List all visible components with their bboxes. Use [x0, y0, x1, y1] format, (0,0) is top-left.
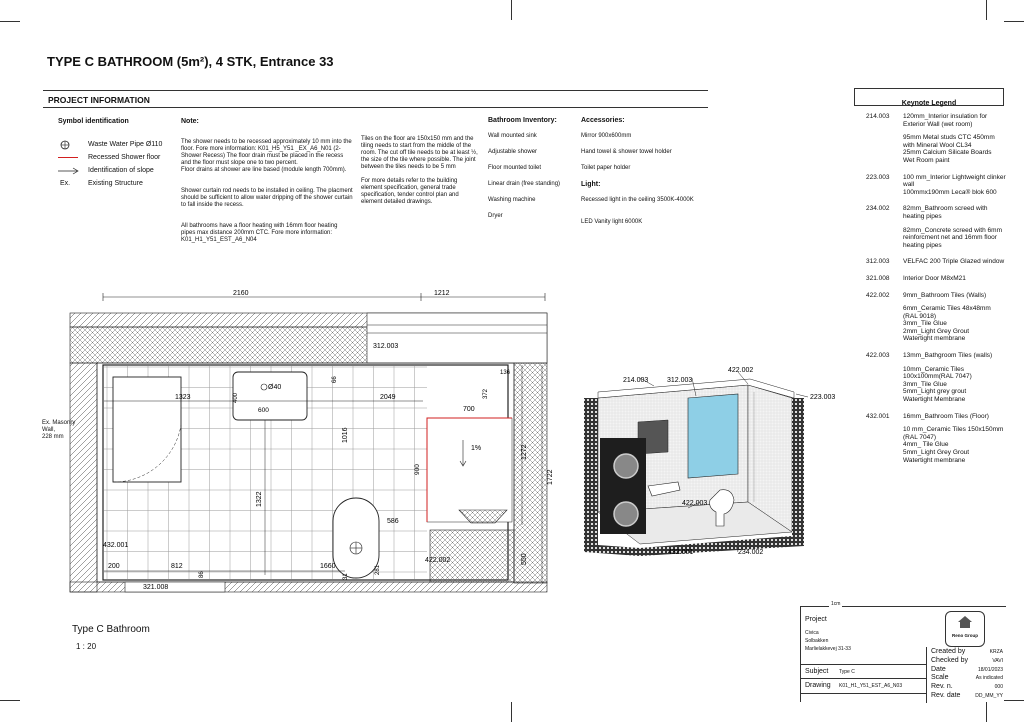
scale-mark: 1cm [831, 601, 841, 607]
inventory-item: Dryer [488, 213, 503, 219]
keynote-desc [903, 113, 1007, 165]
keynote-line: 10mm_Ceramic Tiles 100x100mm(RAL 7047) [903, 365, 972, 381]
ex-wall-line: Wall, [42, 427, 56, 433]
dryer-door-icon [614, 454, 638, 478]
accessories-heading: Accessories: [581, 117, 625, 124]
dim-text: 200 [108, 563, 120, 570]
symbol-label: Existing Structure [88, 180, 143, 187]
field-label: Checked by [931, 656, 968, 664]
keynote-line: 100 mm_Interior Lightweight clinker wall [903, 173, 1006, 189]
dim-text: Ø40 [268, 384, 282, 391]
tiles-paragraph: For more details refer to the building element specification, general trade specification, tender control plan and element detailed drawings. [361, 178, 459, 205]
note-paragraph: All bathrooms have a floor heating with 16mm floor heating pipes max distance 200mm CTC. Fore more information: K01_H1_Y51_EST_A6_N04 [181, 223, 338, 243]
keynote-item [866, 292, 1016, 344]
keynote-line: Interior Door M8xM21 [903, 274, 966, 282]
accessory-item: Toilet paper holder [581, 165, 631, 171]
keynote-line: Wet Room paint [903, 156, 950, 164]
arrow-right-icon [58, 167, 80, 175]
keynote-line: 25mm Calcium Silicate Boards [903, 149, 992, 157]
iso-tag: 422.002 [728, 367, 754, 374]
sheet-title: TYPE C BATHROOM (5m²), 4 STK, Entrance 33 [47, 54, 334, 69]
keynote-line: 82mm_Bathroom screed with heating pipes [903, 205, 988, 220]
field-value: As indicated [975, 675, 1003, 682]
inventory-item: Adjustable shower [488, 149, 538, 155]
dim-text: 372 [483, 388, 489, 399]
project-label: Project [805, 616, 827, 623]
field-value: 18/01/2023 [977, 666, 1003, 673]
divider [801, 664, 926, 665]
title-block [800, 601, 1006, 702]
left-wall [70, 363, 97, 592]
sink [233, 372, 307, 420]
note-paragraph: Shower curtain rod needs to be installed in ceiling. The placment should be sufficient to allow water dripping off the shower curtain to fall inside the recess. [181, 188, 353, 208]
keynote-desc [903, 258, 1007, 266]
top-dimension [103, 293, 545, 301]
crop-mark [511, 0, 512, 20]
dim-text: 281 [375, 564, 381, 575]
keynote-code: 432.001 [866, 412, 890, 420]
divider [43, 107, 708, 108]
light-heading: Light: [581, 181, 601, 188]
field-label: Created by [931, 648, 966, 655]
floor-plan [25, 285, 565, 615]
title-block-fields [931, 648, 1003, 701]
tag-312003: 312.003 [373, 343, 399, 350]
keynote-line: 2mm_Light Grey Grout [903, 327, 970, 335]
field-value: DD_MM_YY [975, 692, 1003, 699]
field-label: Rev. n. [931, 683, 953, 691]
keynote-code: 321.008 [866, 274, 890, 282]
note-text [181, 132, 353, 258]
accessory-item: Hand towel & shower towel holder [581, 149, 672, 155]
drawing-label: Drawing [805, 682, 831, 689]
window-opening [367, 313, 547, 363]
keynote-item [866, 413, 1016, 465]
tag-422002: 422.002 [425, 557, 451, 564]
wall-section-left [584, 398, 598, 550]
dim-text: 1323 [175, 394, 191, 401]
drawing-value: K01_H1_Y51_EST_A6_N03 [839, 683, 903, 689]
project-info-heading: PROJECT INFORMATION [48, 95, 150, 105]
dim-text: 812 [171, 563, 183, 570]
view-scale: 1 : 20 [76, 642, 97, 651]
crop-mark [511, 702, 512, 722]
iso-tag: 234.002 [738, 549, 764, 556]
dim-text: 1016 [342, 427, 349, 443]
keynote-code: 422.003 [866, 352, 890, 360]
field-label: Scale [931, 674, 949, 682]
tag-432001: 432.001 [103, 542, 129, 549]
logo-box [945, 611, 985, 647]
keynote-line: 5mm_Light grey grout [903, 388, 967, 396]
iso-tag: 422.003 [682, 500, 708, 507]
accessory-item: Mirror 900x600mm [581, 133, 632, 139]
crop-mark [986, 0, 987, 20]
project-line: Solbakken [805, 638, 829, 644]
keynote-line: VELFAC 200 Triple Glazed window [903, 258, 1005, 266]
inventory-list [488, 133, 578, 229]
ex-wall-line: Ex. Masonry [42, 420, 76, 426]
keynote-line: 3mm_Tile Glue [903, 380, 947, 388]
field-value: VAVI [992, 657, 1003, 664]
keynote-line: 3mm_Tile Glue [903, 320, 947, 328]
wall-section-right [792, 398, 804, 546]
keynote-code: 214.003 [866, 113, 890, 120]
note-paragraph: The shower needs to be recessed approximately 10 mm into the floor. Fore more information: K01_H5_Y51 _EX_A6_N01 (2- Shower Recess) The floor drain must be placed in the recess and the floor must slope one to two percent. Floor drains at shower are line based (module length 700mm). [181, 139, 352, 173]
keynote-desc [903, 275, 1007, 283]
divider [801, 693, 926, 694]
symbol-label: Identification of slope [88, 167, 154, 174]
dim-text: 700 [463, 406, 475, 413]
dim-text: 31 [343, 573, 349, 580]
iso-tag: 214.003 [623, 377, 649, 384]
title-block-field [931, 657, 1003, 666]
title-block-field [931, 692, 1003, 701]
shower-recess [427, 418, 512, 522]
keynote-item [866, 258, 1016, 266]
keynote-line: Watertight membrane [903, 335, 966, 343]
dim-text: 1322 [256, 491, 263, 507]
dim-text: 1722 [547, 469, 554, 485]
keynote-heading: Keynote Legend [901, 100, 957, 107]
keynote-list [866, 113, 1016, 473]
dim-text: 600 [258, 407, 269, 414]
inventory-item: Linear drain (free standing) [488, 181, 561, 187]
crop-mark [986, 702, 987, 722]
keynote-code: 223.003 [866, 173, 890, 181]
project-line: Civica [805, 630, 819, 636]
keynote-line: 13mm_Bathgroom Tiles (walls) [903, 352, 993, 360]
keynote-line: 95mm Metal studs CTC 450mm with Mineral Wool CL34 [903, 134, 995, 149]
dim-text: 66 [332, 376, 338, 383]
inventory-item: Washing machine [488, 197, 536, 203]
keynote-code: 234.002 [866, 205, 890, 213]
iso-tag: 432.001 [668, 549, 694, 556]
subject-label: Subject [805, 668, 829, 675]
pipe-symbol-icon [60, 140, 70, 150]
keynote-item [866, 275, 1016, 283]
divider [926, 647, 927, 703]
keynote-desc [903, 352, 1007, 404]
keynote-desc [903, 174, 1007, 197]
light-item: Recessed light in the ceiling 3500K-4000K [581, 197, 694, 203]
field-label: Rev. date [931, 691, 961, 699]
ex-wall-line: 228 mm [42, 434, 64, 440]
view-title: Type C Bathroom [72, 624, 150, 635]
field-label: Date [931, 665, 946, 673]
red-line-icon [58, 157, 78, 158]
dim-text: 1272 [521, 444, 528, 460]
keynote-desc [903, 292, 1007, 344]
iso-tag: 223.003 [810, 394, 836, 401]
light-item: LED Vanity light 6000K [581, 219, 643, 225]
dim-text: 1212 [434, 290, 450, 297]
window-iso [688, 394, 738, 478]
dim-text: 1660 [320, 563, 336, 570]
divider [43, 90, 708, 91]
dim-text: 586 [387, 518, 399, 525]
keynote-line: 82mm_Concrete screed with 6mm reinforcment net and 16mm floor heating pipes [903, 226, 1002, 249]
toilet [333, 498, 379, 578]
dim-text: 2049 [380, 394, 396, 401]
accessories-list [581, 133, 699, 231]
divider [801, 678, 926, 679]
title-block-field [931, 683, 1003, 692]
door-opening [125, 582, 225, 592]
title-block-field [931, 674, 1003, 683]
keynote-line: 4mm_ Tile Glue [903, 441, 949, 449]
keynote-line: Watertight membrane [903, 456, 966, 464]
tag-321008: 321.008 [143, 584, 169, 591]
existing-icon: Ex. [60, 180, 71, 187]
shaft [430, 530, 514, 582]
inventory-item: Wall mounted sink [488, 133, 537, 139]
keynote-line: 6mm_Ceramic Tiles 48x48mm (RAL 9018) [903, 305, 991, 320]
inventory-heading: Bathroom Inventory: [488, 117, 557, 124]
dim-text: 400 [233, 392, 239, 403]
dim-text: 86 [199, 571, 205, 578]
isometric-view [570, 362, 840, 562]
ex-wall-label [42, 420, 75, 441]
title-block-field [931, 648, 1003, 657]
keynote-item [866, 205, 1016, 249]
symbol-label: Waste Water Pipe Ø110 [88, 141, 163, 148]
field-value: KRZA [989, 649, 1003, 655]
iso-tag: 312.003 [667, 377, 693, 384]
project-lines [805, 629, 851, 653]
dim-text: 136 [500, 370, 511, 376]
crop-mark [1004, 21, 1024, 22]
tiles-paragraph: Tiles on the floor are 150x150 mm and the tiling needs to start from the middle of the room. The cut off tile needs to be at least ½, the size of the tile where possible. The joint between the tiles needs to be 5 mm [361, 136, 478, 170]
keynote-code: 422.002 [866, 291, 890, 299]
note-heading: Note: [181, 118, 199, 125]
keynote-desc [903, 413, 1007, 465]
symbol-legend [58, 140, 178, 189]
keynote-line: 5mm_Light Grey Grout [903, 449, 970, 456]
subject-value: Type C [839, 669, 855, 675]
keynote-line: 16mm_Bathroom Tiles (Floor) [903, 412, 989, 420]
inventory-item: Floor mounted toilet [488, 165, 542, 171]
keynote-line: 10 mm_Ceramic Tiles 150x150mm (RAL 7047) [903, 426, 1004, 441]
dim-text: 2160 [233, 290, 249, 297]
crop-mark [0, 21, 20, 22]
project-line: Marlielakkevej 31-33 [805, 646, 851, 652]
dim-text: 900 [414, 464, 421, 475]
keynote-item [866, 352, 1016, 404]
crop-mark [1004, 700, 1024, 701]
keynote-item [866, 174, 1016, 197]
crop-mark [0, 700, 20, 701]
washer-door-icon [614, 502, 638, 526]
keynote-code: 312.003 [866, 258, 890, 266]
symbol-heading: Symbol identification [58, 118, 129, 125]
company-logo-icon [958, 616, 972, 628]
keynote-legend-header [854, 88, 1004, 106]
keynote-line: 9mm_Bathroom Tiles (Walls) [903, 291, 987, 299]
symbol-label: Recessed Shower floor [88, 154, 161, 161]
dim-text: 550 [521, 553, 528, 565]
tiles-text [361, 136, 479, 213]
washing-machine [113, 377, 181, 482]
logo-text: Reno Group [952, 633, 978, 638]
keynote-line: 120mm_Interior insulation for Exterior Wall (wet room) [903, 113, 988, 128]
slope-label: 1% [471, 445, 482, 452]
keynote-line: 100mmx190mm Leca® blok 600 [903, 188, 997, 196]
title-block-field [931, 666, 1003, 675]
keynote-line: Watertight Membrane [903, 396, 966, 404]
keynote-item [866, 113, 1016, 165]
field-value: 000 [994, 684, 1003, 691]
keynote-desc [903, 205, 1007, 249]
